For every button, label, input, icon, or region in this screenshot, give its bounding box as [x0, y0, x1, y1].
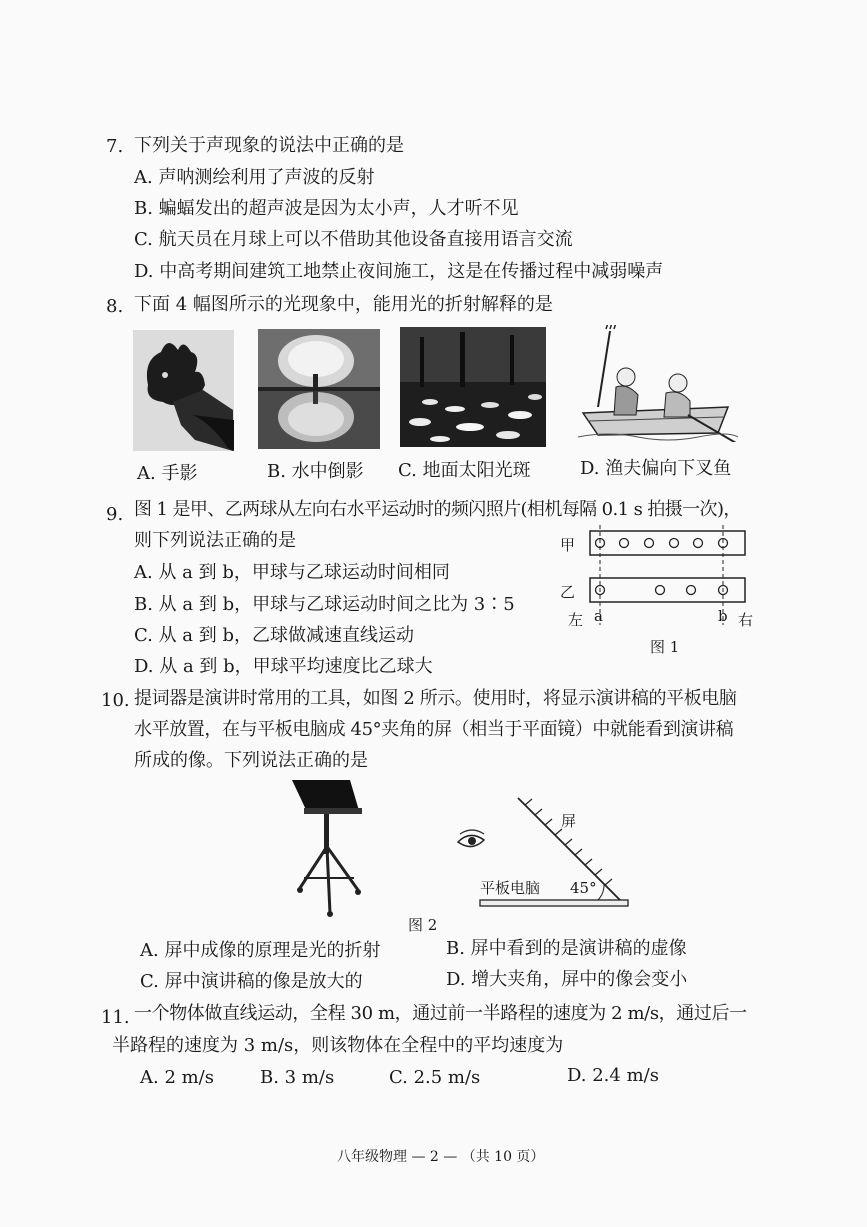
q7-option-c: C. 航天员在月球上可以不借助其他设备直接用语言交流	[134, 229, 573, 250]
sunlight-spots-photo	[400, 327, 546, 447]
q10-stem-line2: 水平放置，在与平板电脑成 45°夹角的屏（相当于平面镜）中就能看到演讲稿	[134, 719, 734, 740]
q10-option-b: B. 屏中看到的是演讲稿的虚像	[446, 938, 687, 959]
figure-1-label-right: 右	[738, 611, 754, 629]
figure-1-label-left: 左	[568, 611, 584, 629]
q11-stem-line2: 半路程的速度为 3 m/s，则该物体在全程中的平均速度为	[112, 1035, 564, 1056]
q8-number: 8.	[106, 296, 124, 317]
page-footer: 八年级物理 — 2 — （共 10 页）	[337, 1149, 545, 1165]
q8-caption-a: A. 手影	[137, 463, 198, 484]
q10-option-a: A. 屏中成像的原理是光的折射	[140, 940, 381, 961]
q7-stem: 下列关于声现象的说法中正确的是	[134, 135, 404, 156]
q8-caption-b: B. 水中倒影	[267, 461, 364, 482]
q10-stem-line3: 所成的像。下列说法正确的是	[134, 750, 368, 771]
q10-option-d: D. 增大夹角，屏中的像会变小	[446, 969, 688, 990]
q7-option-a: A. 声呐测绘利用了声波的反射	[134, 167, 375, 188]
hand-shadow-photo	[133, 330, 234, 451]
q11-option-d: D. 2.4 m/s	[567, 1065, 659, 1086]
q9-option-a: A. 从 a 到 b，甲球与乙球运动时间相同	[134, 562, 450, 583]
figure-1-caption: 图 1	[650, 638, 680, 656]
water-reflection-photo	[258, 329, 380, 449]
q9-number: 9.	[106, 504, 124, 525]
q10-option-c: C. 屏中演讲稿的像是放大的	[140, 971, 363, 992]
q7-option-b: B. 蝙蝠发出的超声波是因为太小声，人才听不见	[134, 198, 519, 219]
q8-caption-c: C. 地面太阳光斑	[398, 460, 531, 481]
figure-1-label-a: a	[594, 607, 603, 625]
diagram-label-tablet: 平板电脑	[480, 879, 541, 897]
q11-stem-line1: 一个物体做直线运动，全程 30 m，通过前一半路程的速度为 2 m/s，通过后一	[134, 1003, 747, 1024]
row-yi-balls	[596, 586, 728, 595]
diagram-label-angle: 45°	[570, 879, 597, 897]
row-jia-balls	[596, 539, 728, 548]
q10-stem-line1: 提词器是演讲时常用的工具，如图 2 所示。使用时，将显示演讲稿的平板电脑	[134, 688, 737, 709]
q9-stem-line2: 则下列说法正确的是	[134, 530, 296, 551]
mirror-tablet-diagram	[450, 790, 640, 915]
q9-option-c: C. 从 a 到 b，乙球做减速直线运动	[134, 625, 414, 646]
q9-option-b: B. 从 a 到 b，甲球与乙球运动时间之比为 3∶5	[134, 594, 515, 615]
teleprompter-tripod-drawing	[290, 778, 370, 918]
q9-option-d: D. 从 a 到 b，甲球平均速度比乙球大	[134, 656, 433, 677]
q11-option-c: C. 2.5 m/s	[389, 1067, 481, 1088]
q11-option-b: B. 3 m/s	[260, 1067, 335, 1088]
q10-number: 10.	[101, 690, 130, 711]
q8-stem: 下面 4 幅图所示的光现象中，能用光的折射解释的是	[134, 294, 553, 315]
fisherman-spearing-fish-illustration	[578, 325, 738, 442]
figure-1-label-b: b	[718, 607, 728, 625]
q7-option-d: D. 中高考期间建筑工地禁止夜间施工，这是在传播过程中减弱噪声	[134, 261, 664, 282]
eye-icon	[458, 830, 484, 847]
q8-caption-d: D. 渔夫偏向下叉鱼	[580, 458, 732, 479]
figure-1-label-yi: 乙	[560, 583, 576, 601]
q9-stem-line1: 图 1 是甲、乙两球从左向右水平运动时的频闪照片(相机每隔 0.1 s 拍摄一次)，	[134, 499, 741, 520]
q7-number: 7.	[106, 136, 124, 157]
diagram-label-screen: 屏	[561, 812, 577, 830]
q11-option-a: A. 2 m/s	[140, 1067, 214, 1088]
q11-number: 11.	[101, 1007, 130, 1028]
figure-1-label-jia: 甲	[560, 536, 576, 554]
figure-2-caption: 图 2	[408, 916, 438, 934]
